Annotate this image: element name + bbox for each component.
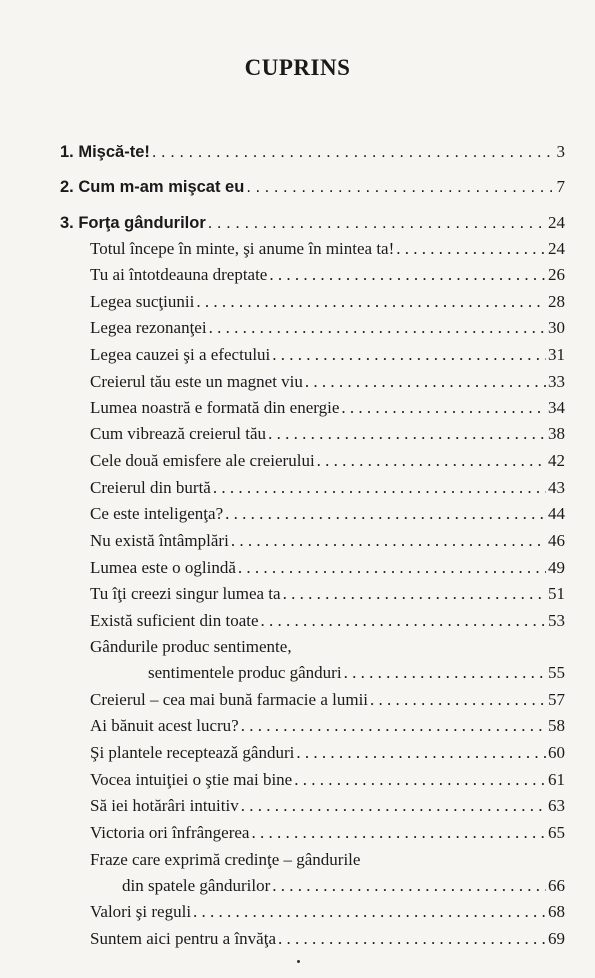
toc-leader-dots [294, 768, 546, 792]
toc-leader-dots [238, 556, 546, 580]
print-mark [297, 960, 300, 963]
toc-chapter-title: 3. Forţa gândurilor [60, 214, 206, 232]
toc-entry [122, 874, 565, 898]
toc-page-number: 3 [556, 142, 565, 161]
toc-entry-title: Totul începe în minte, şi anume în mintea ta! [90, 239, 395, 258]
toc-entry [90, 688, 565, 712]
toc-leader-dots [344, 661, 546, 685]
toc-leader-dots [272, 874, 546, 898]
toc-leader-dots [209, 316, 546, 340]
toc-leader-dots [317, 449, 546, 473]
toc-entry [90, 794, 565, 818]
toc-entry-title: Creierul tău este un magnet viu [90, 372, 303, 391]
toc-leader-dots [305, 370, 546, 394]
toc-leader-dots [231, 529, 546, 553]
toc-leader-dots [246, 175, 554, 199]
toc-entry [90, 422, 565, 446]
toc-entry-title-line1: Fraze care exprimă credinţe – gândurile [90, 850, 361, 869]
toc-page-number: 34 [548, 398, 565, 417]
toc-page-number: 69 [548, 929, 565, 948]
toc-entry-title: Nu există întâmplări [90, 531, 229, 550]
page-title: CUPRINS [244, 55, 351, 80]
toc-page-number: 68 [548, 902, 565, 921]
toc-page-number: 33 [548, 372, 565, 391]
toc-leader-dots [396, 237, 546, 261]
toc-entry [90, 900, 565, 924]
toc-entry [90, 821, 565, 845]
toc-page-number: 38 [548, 424, 565, 443]
toc-chapter-title: 1. Mişcă-te! [60, 143, 150, 161]
toc-entry-title: Ce este inteligenţa? [90, 504, 224, 523]
toc-page-number: 60 [548, 743, 565, 762]
toc-page-number: 26 [548, 265, 565, 284]
toc-page-number: 43 [548, 478, 565, 497]
toc-entry-title: Creierul – cea mai bună farmacie a lumii [90, 690, 369, 709]
toc-entry [148, 661, 565, 685]
toc-page-number: 55 [548, 663, 565, 682]
toc-entry-title: din spatele gândurilor [122, 876, 271, 895]
toc-leader-dots [341, 396, 546, 420]
toc-page-number: 30 [548, 318, 565, 337]
toc-entry [90, 370, 565, 394]
toc-entry-title: Creierul din burtă [90, 478, 211, 497]
toc-entry-title: Vocea intuiţiei o ştie mai bine [90, 770, 293, 789]
toc-entry [90, 927, 565, 951]
toc-page-number: 31 [548, 345, 565, 364]
toc-entry-title: Suntem aici pentru a învăţa [90, 929, 276, 948]
toc-page-number: 57 [548, 690, 565, 709]
toc-page-number: 65 [548, 823, 565, 842]
toc-entry-title: Tu ai întotdeauna dreptate [90, 265, 268, 284]
toc-page-number: 28 [548, 292, 565, 311]
toc-entry-title: Să iei hotărâri intuitiv [90, 796, 239, 815]
toc-page-number: 66 [548, 876, 565, 895]
toc-page-number: 53 [548, 611, 565, 630]
toc-leader-dots [296, 741, 546, 765]
toc-entry [90, 290, 565, 314]
toc-entry [90, 556, 565, 580]
toc-entry [90, 529, 565, 553]
toc-chapter [60, 175, 565, 199]
toc-entry-title: Lumea noastră e formată din energie [90, 398, 340, 417]
toc-page-number: 24 [548, 213, 565, 232]
toc-page-number: 61 [548, 770, 565, 789]
toc-leader-dots [370, 688, 546, 712]
toc-entry-title: sentimentele produc gânduri [148, 663, 342, 682]
toc-leader-dots [152, 140, 555, 164]
toc-entry-title: Ai bănuit acest lucru? [90, 716, 239, 735]
toc-chapter-title: 2. Cum m-am mişcat eu [60, 178, 245, 196]
toc-page-number: 24 [548, 239, 565, 258]
toc-entry-title: Victoria ori înfrângerea [90, 823, 250, 842]
toc-entry-title: Şi plantele recepteazǎ gânduri [90, 743, 295, 762]
toc-page-number: 42 [548, 451, 565, 470]
toc-leader-dots [193, 900, 546, 924]
toc-page-number: 7 [556, 177, 565, 196]
toc-entry-title: Legea cauzei şi a efectului [90, 345, 271, 364]
toc-leader-dots [213, 476, 546, 500]
toc-entry-title: Există suficient din toate [90, 611, 259, 630]
toc-entry-title: Cele două emisfere ale creierului [90, 451, 315, 470]
toc-chapter [60, 211, 565, 235]
toc-leader-dots [241, 794, 546, 818]
toc-leader-dots [241, 714, 546, 738]
toc-entry [90, 396, 565, 420]
toc-entry-title-line1: Gândurile produc sentimente, [90, 637, 292, 656]
toc-chapter [60, 140, 565, 164]
toc-entry [90, 714, 565, 738]
toc-leader-dots [196, 290, 546, 314]
toc-entry [90, 768, 565, 792]
toc-leader-dots [283, 582, 546, 606]
toc-leader-dots [268, 422, 546, 446]
toc-leader-dots [208, 211, 546, 235]
toc-page-number: 58 [548, 716, 565, 735]
toc-leader-dots [272, 343, 546, 367]
toc-entry-title: Cum vibrează creierul tău [90, 424, 267, 443]
toc-entry-title: Tu îţi creezi singur lumea ta [90, 584, 281, 603]
toc-entry [90, 316, 565, 340]
toc-leader-dots [261, 609, 546, 633]
toc-leader-dots [269, 263, 546, 287]
toc-entry [90, 343, 565, 367]
toc-leader-dots [251, 821, 546, 845]
toc-entry-title: Legea rezonanţei [90, 318, 207, 337]
toc-page-number: 46 [548, 531, 565, 550]
toc-entry [90, 476, 565, 500]
toc-page-number: 51 [548, 584, 565, 603]
toc-leader-dots [278, 927, 546, 951]
toc-entry-title: Lumea este o oglindă [90, 558, 236, 577]
toc-entry [90, 449, 565, 473]
toc-entry [90, 741, 565, 765]
toc-leader-dots [225, 502, 546, 526]
toc-page-number: 49 [548, 558, 565, 577]
toc-entry [90, 582, 565, 606]
toc-entry-title: Valori şi reguli [90, 902, 192, 921]
toc-page-number: 63 [548, 796, 565, 815]
toc-page-number: 44 [548, 504, 565, 523]
toc-entry [90, 237, 565, 261]
toc-entry [90, 609, 565, 633]
toc-entry [90, 502, 565, 526]
toc-entry [90, 263, 565, 287]
toc-entry-title: Legea sucţiunii [90, 292, 195, 311]
